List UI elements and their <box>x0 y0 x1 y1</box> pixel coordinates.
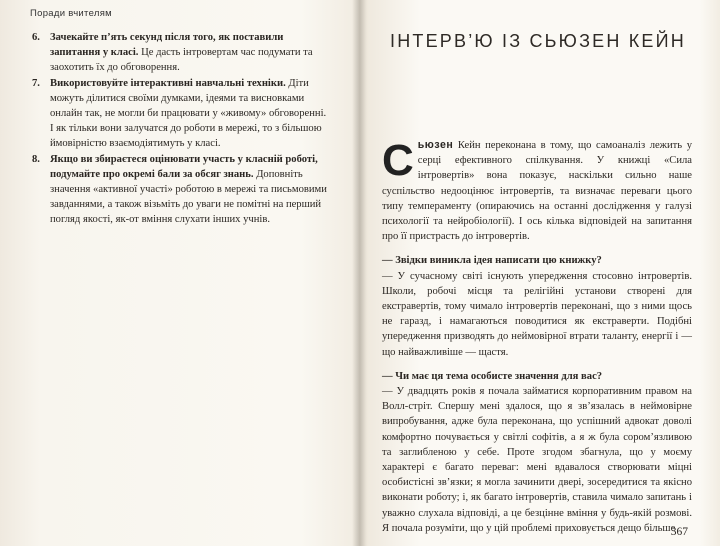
running-head: Поради вчителям <box>30 8 112 19</box>
page-number: 367 <box>670 526 688 538</box>
right-page <box>360 0 720 546</box>
answer-2: — У двадцять років я почала займатися корпоративним правом на Волл-стріт. Спершу мені здалося, що я зв’язалась в неймовірне випробування, адже була переконана, що успішний адвокат доволі комфортно почувається у світлі софітів, а я ж була сором’язливою та заглибленою у себе. Проте згодом збагнула, що у моєму характері є багато переваг: мені вдавалося створювати міцні особистісні зв’язки; я могла зачинити двері, зосередитися та якісно виконати роботу; і, як багато інтровертів, ставила чимало запитань і уважно слухала відповіді, а це безцінне вміння у будь-якій розмові. Я почала розуміти, що у цій проблемі приховується дещо більше <box>382 386 692 534</box>
tip-text: Це дасть інтровертам час подумати та заохотить їх до обговорення. <box>50 47 313 74</box>
question-1: — Звідки виникла ідея написати цю книжку? <box>382 255 602 267</box>
tip-text: Доповніть значення «активної участі» роботою в мережі та письмовими завданнями, а також візьміть до уваги не помітні на перший погляд якості, як-от вміння слухати інших учнів. <box>50 168 327 226</box>
tip-item-6 <box>32 30 332 76</box>
intro-paragraph <box>382 138 692 244</box>
tip-item-8 <box>32 152 332 228</box>
tip-lead: Якщо ви збираєтеся оцінювати участь у класній роботі, подумайте про окремі бали за обсяг знань. <box>50 153 318 180</box>
numbered-tips-list <box>32 30 332 228</box>
tip-lead: Зачекайте п’ять секунд після того, як поставили запитання у класі. <box>50 32 284 59</box>
intro-lead: ьюзен <box>417 139 454 151</box>
tip-item-7 <box>32 76 332 152</box>
interview-body <box>382 138 692 536</box>
tip-lead: Використовуйте інтерактивні навчальні техніки. <box>50 77 286 89</box>
chapter-title: ІНТЕРВ’Ю ІЗ СЬЮЗЕН КЕЙН <box>390 31 686 51</box>
tip-text: Діти можуть ділитися своїми думками, ідеями та висновками онлайн так, не могли би працювати у «живому» обговоренні. І як тільки вони залучатся до роботи в мережі, то з більшою ймовірністю взаємодіятимуть у класі. <box>50 77 327 150</box>
tip-number: 8. <box>32 153 40 165</box>
tip-number: 7. <box>32 77 40 89</box>
question-2: — Чи має ця тема особисте значення для вас? <box>382 370 603 382</box>
tip-number: 6. <box>32 32 40 43</box>
drop-cap: С <box>382 136 414 185</box>
answer-1: — У сучасному світі існують упередження стосовно інтровертів. Школи, робочі місця та релігійні установи створені для екстравертів, тому чимало інтровертів переконані, що з ними щось не гаразд, і намагаються поводитися як екстраверти. Подібні упередження призводять до неймовірної втрати таланту, енергії і — що найважливіше — щастя. <box>382 270 692 358</box>
intro-text: Кейн переконана в тому, що самоаналіз лежить у серці ефективного спілкування. У книжці «Сила інтровертів» вона показує, наскільки сильно наше суспільство недооцінює інтровертів, та визначає переваги цього типу темпераменту (опираючись на останні дослідження у галузі психології та нейробіології). І ось кілька відповідей на запитання про її пристрасть до інтровертів. <box>382 140 692 243</box>
